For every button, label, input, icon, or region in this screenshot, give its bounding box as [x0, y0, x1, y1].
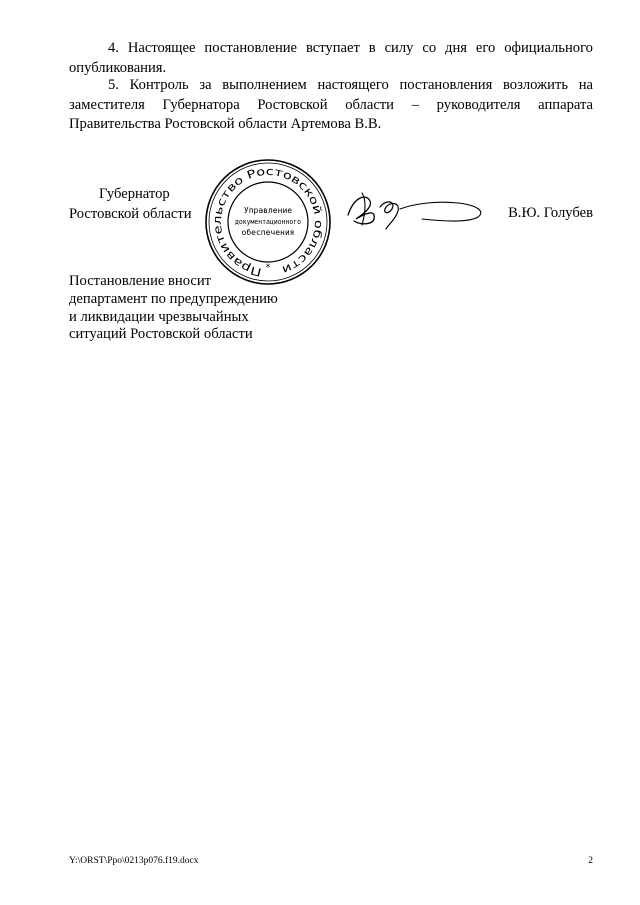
seal-center-line-2: документационного	[235, 217, 301, 226]
seal-ring-textpath: Правительство Ростовской области	[210, 164, 326, 279]
paragraph-5	[69, 76, 593, 135]
signatory-title	[69, 185, 192, 224]
paragraph-4-number: 4.	[108, 40, 119, 56]
submitted-by-line-3: и ликвидации чрезвычайных	[69, 308, 249, 325]
paragraph-5-text: Контроль за выполнением настоящего постановления возложить на заместителя Губернатора Ростовской области – руководителя аппарата Правительства Ростовской области Артемова В.В.	[69, 77, 593, 132]
signatory-title-line-2: Ростовской области	[69, 205, 192, 222]
paragraph-5-number: 5.	[108, 77, 119, 93]
seal-center-line-3: обеспечения	[241, 228, 295, 237]
submitted-by-block	[69, 273, 278, 344]
handwritten-signature	[340, 185, 490, 233]
submitted-by-line-2: департамент по предупреждению	[69, 290, 278, 307]
paragraph-4-text: Настоящее постановление вступает в силу со дня его официального опубликования.	[69, 40, 593, 76]
seal-star: *	[265, 263, 271, 273]
footer-page-number: 2	[588, 856, 593, 866]
submitted-by-line-1: Постановление вносит	[69, 273, 212, 289]
signatory-title-line-1: Губернатор	[99, 186, 170, 202]
footer-file-path: Y:\ORST\Ppo\0213p076.f19.docx	[69, 856, 199, 866]
submitted-by-line-4: ситуаций Ростовской области	[69, 326, 253, 343]
seal-center-line-1: Управление	[243, 206, 293, 215]
official-seal	[203, 157, 333, 287]
signatory-name: В.Ю. Голубев	[508, 205, 593, 221]
paragraph-4	[69, 39, 593, 78]
